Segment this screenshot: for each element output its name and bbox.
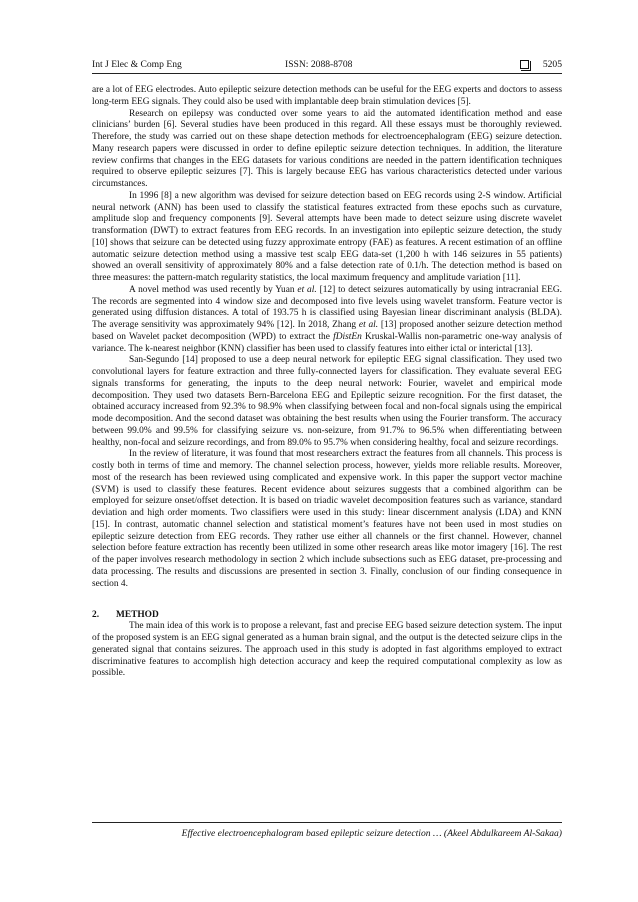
paragraph-5: [92, 355, 562, 449]
journal-name: Int J Elec & Comp Eng: [92, 59, 182, 70]
text-segment: et al.: [358, 320, 379, 330]
text-segment: [13] proposed another seizure detection method based on Wavelet packet decomposition (WPD) to extract the: [92, 320, 563, 342]
paragraph-1: [92, 85, 562, 109]
page-number: 5205: [542, 59, 562, 70]
text-segment: [12] to detect seizures automatically by using intracranial EEG. The records are segmented into 4 window size and decomposed into five levels using wavelet transform. Feature vector is generated using diffusion distances. A total of 193.75 h is classified using Bayesian linear discriminant analysis (BLDA). The average sensitivity was approximately 94% [12]. In 2018, Zhang: [92, 284, 562, 330]
text-segment: A novel method was used recently by Yuan: [129, 284, 298, 295]
text-segment: are a lot of EEG electrodes. Auto epileptic seizure detection methods can be useful for the EEG experts and doctors to assess long-term EEG signals. They could also be used with implantable deep brain stimulation devices [5].: [92, 85, 562, 107]
section-title: METHOD: [116, 610, 159, 621]
text-segment: San-Segundo [14] proposed to use a deep neural network for epileptic EEG signal classification. They used two convolutional layers for feature extraction and three fully-connected layers for classification. They evaluate several EEG signals transforms for generating, the inputs to the deep neural network: Fourier, wavelet and empirical mode decomposition. They used two datasets Bern-Barcelona EEG and Epileptic seizure recognition. For the first dataset, the obtained accuracy increased from 92.3% to 98.9% when classifying between focal and non-focal signals using the empirical mode decomposition. And the second dataset was obtaining the best results when using the Fourier transform. The accuracy between 99.0% and 99.5% for classifying seizure vs. non-seizure, from 91.7% to 96.5% when differentiating between healthy, non-focal and seizure recordings, and from 89.0% to 95.7% when considering healthy, focal and seizure recordings.: [92, 355, 562, 448]
paragraph-3: [92, 191, 562, 285]
paragraph-6: [92, 449, 562, 590]
text-segment: et al.: [297, 284, 317, 295]
body-text: [92, 85, 562, 680]
running-footer: Effective electroencephalogram based epileptic seizure detection … (Akeel Abdulkareem Al-Sakaa): [92, 822, 562, 839]
page-number-group: [520, 59, 562, 70]
text-segment: Kruskal-Wallis non-parametric one-way analysis of variance. The k-nearest neighbor (KNN) classifier has been used to classify features into either ictal or interictal [13].: [92, 331, 562, 354]
section-heading: [92, 609, 562, 621]
text-segment: In 1996 [8] a new algorithm was devised for seizure detection based on EEG records using 2-S window. Artificial neural network (ANN) has been used to classify the statistical features extracted from these epochs such as curvature, amplitude slop and frequency components [9]. Several attempts have been made to detect seizure using discrete wavelet transformation (DWT) to extract features from EEG records. In an investigation into epileptic seizure detection, the study [10] shows that seizure can be detected using fuzzy approximate entropy (FAE) as features. A recent estimation of an offline automatic seizure detection method using a massive test scalp EEG data-set (1,200 h with 146 seizures in 55 patients) showed an overall sensitivity of approximately 80% and a false detection rate of 0.1/h. The detection method is based on three measures: the pattern-match regularity statistics, the local maximum frequency and amplitude variation [11].: [92, 190, 562, 283]
issn: ISSN: 2088-8708: [285, 59, 353, 70]
running-header: [92, 58, 562, 74]
paragraph-4: [92, 285, 562, 356]
paragraph-2: [92, 109, 562, 191]
section-number: 2.: [92, 610, 100, 621]
square-box-icon: [520, 60, 529, 69]
text-segment: Research on epilepsy was conducted over some years to aid the automated identification method and ease clinicians’ burden [6]. Several studies have been produced in this regard. All these essays must be thoroughly reviewed. Therefore, the study was carried out on these shape detection methods for electroencephalogram (EEG) seizure detection. Many research papers were discussed in order to define epileptic seizure detection techniques. In addition, the literature review confirms that changes in the EEG datasets for various conditions are needed in the pattern identification techniques required to observe epileptic seizures [7]. This is largely because EEG has various characteristics detected under various circumstances.: [92, 108, 562, 189]
section-paragraph: The main idea of this work is to propose a relevant, fast and precise EEG based seizure detection system. The input of the proposed system is an EEG signal generated as a human brain signal, and the output is the detected seizure clips in the generated signal that contains seizures. The approach used in this study is adopted in fast algorithms employed to extract discriminative features to accomplish high detection accuracy and keep the required computational complexity as low as possible.: [92, 621, 562, 679]
text-segment: fDistEn: [333, 331, 362, 342]
text-segment: In the review of literature, it was found that most researchers extract the features from all channels. This process is costly both in terms of time and memory. The channel selection process, however, yields more reliable results. Moreover, most of the research has been reviewed using complicated and expensive work. In this paper the support vector machine (SVM) is used to classify these features. Recent evidence about seizures suggests that a combined algorithm can be employed for seizure onset/offset detection. It is based on triadic wavelet decomposition features such as variance, standard deviation and high order moments. Two classifiers were used in this study: linear discernment analysis (LDA) and KNN [15]. In contrast, automatic channel selection and statistical moment’s features have not been used in most studies on epileptic seizure detection from EEG records. They rather use either all channels or the first channel. However, channel selection before feature extraction has recently been utilized in some other research areas like motor imagery [16]. The rest of the paper involves research methodology in section 2 which include subsections such as EEG dataset, pre-processing and data processing. The results and discussions are presented in section 3. Finally, conclusion of our finding consequence in section 4.: [92, 449, 562, 589]
